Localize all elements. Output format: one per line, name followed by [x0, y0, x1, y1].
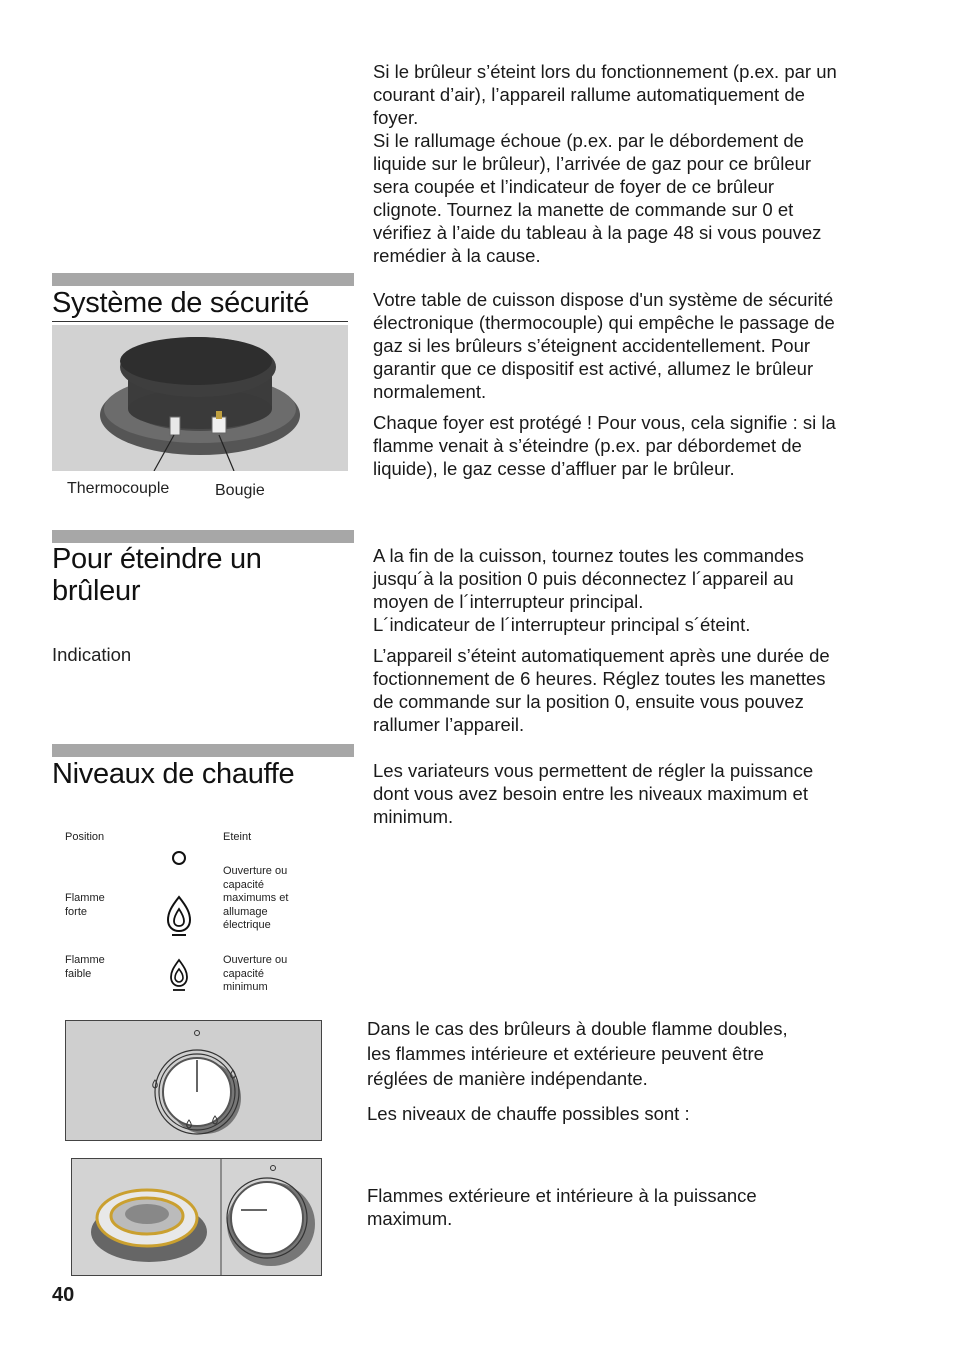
burner-illustration	[52, 325, 348, 471]
intro-line: courant d’air), l’appareil rallume automatiquement de	[373, 84, 805, 105]
heat-line: minimum.	[373, 806, 454, 827]
heat-line: dont vous avez besoin entre les niveaux maximum et	[373, 783, 808, 804]
section-bar-security	[52, 273, 354, 286]
max-line: maximum.	[367, 1208, 453, 1229]
intro-line: sera coupée et l’indicateur de foyer de ce brûleur	[373, 176, 775, 197]
turnoff-line: de commande sur la position 0, ensuite vous pouvez	[373, 691, 804, 712]
max-line: Flammes extérieure et intérieure à la puissance	[367, 1185, 757, 1206]
turnoff-line: moyen de l´interrupteur principal.	[373, 591, 644, 612]
double-line: réglées de manière indépendante.	[367, 1068, 648, 1089]
caption-bougie: Bougie	[215, 482, 265, 499]
double-flame-knob-illustration	[65, 1020, 322, 1141]
possible-levels-text: Les niveaux de chauffe possibles sont :	[367, 1103, 690, 1124]
table-header-state: Eteint	[223, 831, 252, 843]
table-header-position: Position	[65, 831, 105, 843]
intro-line: foyer.	[373, 107, 419, 128]
turnoff-line: L´indicateur de l´interrupteur principal s´éteint.	[373, 614, 751, 635]
security-line: électronique (thermocouple) qui empêche le passage de	[373, 312, 835, 333]
section-bar-turnoff	[52, 530, 354, 543]
turnoff-line: L’appareil s’éteint automatiquement après une durée de	[373, 645, 830, 666]
double-line: Dans le cas des brûleurs à double flamme doubles,	[367, 1018, 788, 1039]
large-flame-icon	[163, 895, 195, 937]
heading-rule	[52, 321, 348, 322]
security-line: Votre table de cuisson dispose d'un système de sécurité	[373, 289, 834, 310]
security-line: gaz si les brûleurs s’éteignent accidentellement. Pour	[373, 335, 811, 356]
heat-line: Les variateurs vous permettent de régler la puissance	[373, 760, 814, 781]
caption-thermocouple: Thermocouple	[67, 480, 170, 497]
turnoff-line: jusqu´à la position 0 puis déconnectez l´appareil au	[373, 568, 794, 589]
security-line: liquide), le gaz cesse d’affluer par le brûleur.	[373, 458, 735, 479]
security-paragraph-1	[373, 288, 933, 480]
intro-line: liquide sur le brûleur), l’arrivée de gaz pour ce brûleur	[373, 153, 812, 174]
section-bar-heat	[52, 744, 354, 757]
max-flame-paragraph	[367, 1184, 927, 1230]
indication-label: Indication	[52, 644, 132, 665]
row2-position: Flamme faible	[65, 954, 105, 980]
double-flame-paragraph	[367, 1016, 927, 1091]
turnoff-line: A la fin de la cuisson, tournez toutes les commandes	[373, 545, 804, 566]
turnoff-heading-line1: Pour éteindre un	[52, 543, 262, 575]
intro-line: clignote. Tournez la manette de commande sur 0 et	[373, 199, 794, 220]
security-line: normalement.	[373, 381, 487, 402]
heat-heading: Niveaux de chauffe	[52, 758, 295, 790]
max-flame-illustration	[71, 1158, 322, 1276]
row2-description: Ouverture ou capacité minimum	[223, 954, 288, 993]
turnoff-paragraph-2	[373, 644, 933, 736]
intro-paragraph	[373, 60, 933, 267]
turnoff-line: foctionnement de 6 heures. Réglez toutes les manettes	[373, 668, 826, 689]
turnoff-heading-line2: brûleur	[52, 575, 141, 607]
intro-line: vérifiez à l’aide du tableau à la page 48 si vous pouvez	[373, 222, 822, 243]
heat-paragraph-1	[373, 759, 933, 828]
turnoff-paragraph-1	[373, 544, 933, 636]
small-flame-icon	[167, 958, 191, 992]
row1-description: Ouverture ou capacité maximums et allumage électrique	[223, 865, 289, 931]
turnoff-line: rallumer l’appareil.	[373, 714, 525, 735]
security-line: Chaque foyer est protégé ! Pour vous, cela signifie : si la	[373, 412, 836, 433]
security-line: flamme venait à s’éteindre (p.ex. par débordemet de	[373, 435, 802, 456]
row1-position: Flamme forte	[65, 892, 105, 918]
intro-line: remédier à la cause.	[373, 245, 541, 266]
double-line: les flammes intérieure et extérieure peuvent être	[367, 1043, 764, 1064]
off-circle-icon	[170, 849, 188, 867]
page-number: 40	[52, 1284, 75, 1306]
security-line: garantir que ce dispositif est activé, allumez le brûleur	[373, 358, 814, 379]
security-heading: Système de sécurité	[52, 287, 310, 319]
intro-line: Si le rallumage échoue (p.ex. par le débordement de	[373, 130, 804, 151]
intro-line: Si le brûleur s’éteint lors du fonctionnement (p.ex. par un	[373, 61, 837, 82]
